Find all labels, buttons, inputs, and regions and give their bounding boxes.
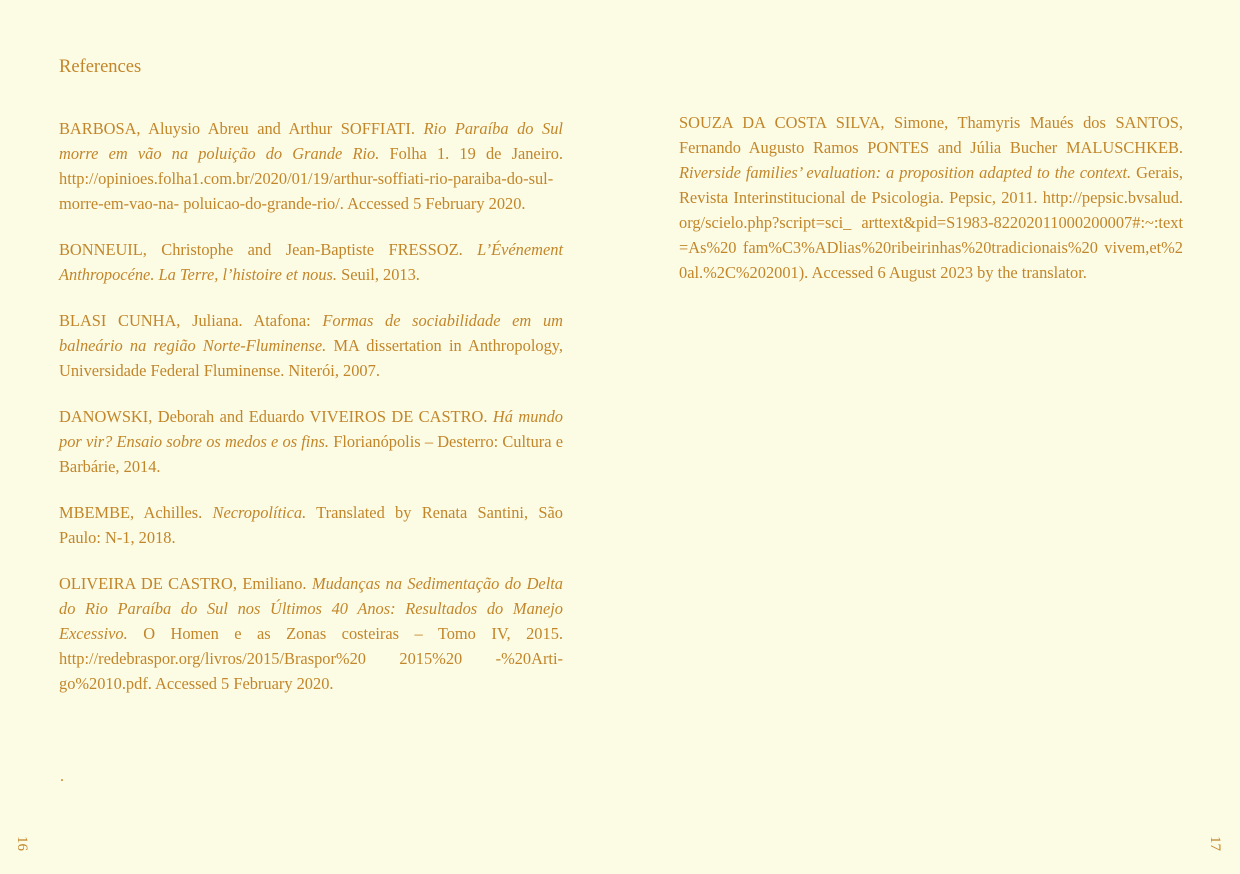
right-page: [620, 0, 1240, 874]
reference-author: OLIVEIRA DE CASTRO, Emiliano.: [59, 574, 307, 593]
reference-title: Há mundo por vir? Ensaio sobre os medos e os fins.: [59, 407, 563, 451]
page-number-left: 16: [14, 836, 30, 851]
reference-details: Seuil, 2013.: [341, 265, 420, 284]
reference-title: Formas de sociabilidade em um balneário na região Norte-Fluminense.: [59, 311, 563, 355]
reference-author: DANOWSKI, Deborah and Eduardo VIVEIROS DE CASTRO.: [59, 407, 488, 426]
reference-entry: [59, 237, 563, 287]
reference-details: Translated by Renata Santini, São Paulo: N-1, 2018.: [59, 503, 563, 547]
reference-title: Rio Paraíba do Sul morre em vão na poluição do Grande Rio.: [59, 119, 563, 163]
reference-author: MBEMBE, Achilles.: [59, 503, 203, 522]
reference-details: Folha 1. 19 de Janeiro. http://opinioes.folha1.com.br/2020/01/19/arthur-soffiati-rio-paraiba-do-sul-morre-em-vao-na- poluicao-do-grande-rio/. Accessed 5 February 2020.: [59, 144, 564, 213]
reference-title: Riverside families’ evaluation: a proposition adapted to the context.: [679, 163, 1132, 182]
left-reference-list: [59, 116, 563, 717]
references-heading: References: [59, 57, 142, 77]
trailing-dot: .: [60, 768, 64, 785]
reference-entry: [59, 404, 563, 479]
reference-entry: [59, 308, 563, 383]
reference-entry: [679, 110, 1183, 285]
reference-details: Gerais, Revista Interinstitucional de Psicologia. Pepsic, 2011. http://pepsic.bvsalud.org/scielo.php?script=sci_ arttext&pid=S1983-82202011000200007#:~:text=As%20 fam%C3%ADlias%20ribeirinhas%20tradicionais%20 vivem,et%20al.%2C%202001). Accessed 6 August 2023 by the translator.: [679, 163, 1183, 282]
reference-author: BLASI CUNHA, Juliana. Atafona:: [59, 311, 311, 330]
reference-details: Florianópolis – Desterro: Cultura e Barbárie, 2014.: [59, 432, 563, 476]
reference-entry: [59, 571, 563, 696]
reference-author: BONNEUIL, Christophe and Jean-Baptiste FRESSOZ.: [59, 240, 463, 259]
reference-entry: [59, 500, 563, 550]
right-reference-list: [679, 110, 1183, 306]
reference-title: L’Événement Anthropocéne. La Terre, l’histoire et nous.: [59, 240, 563, 284]
reference-entry: [59, 116, 563, 216]
reference-author: SOUZA DA COSTA SILVA, Simone, Thamyris Maués dos SANTOS, Fernando Augusto Ramos PONTES and Júlia Bucher MALUSCHKEB.: [679, 113, 1183, 157]
reference-details: O Homen e as Zonas costeiras – Tomo IV, 2015. http://redebraspor.org/livros/2015/Braspor%20 2015%20 -%20Arti- go%2010.pdf. Accessed 5 February 2020.: [59, 624, 563, 693]
reference-title: Necropolítica.: [212, 503, 307, 522]
reference-title: Mudanças na Sedimentação do Delta do Rio Paraíba do Sul nos Últimos 40 Anos: Resultados do Manejo Excessivo.: [59, 574, 563, 643]
page-number-right: 17: [1207, 836, 1223, 851]
reference-details: MA dissertation in Anthropology, Universidade Federal Fluminense. Niterói, 2007.: [59, 336, 563, 380]
reference-author: BARBOSA, Aluysio Abreu and Arthur SOFFIATI.: [59, 119, 415, 138]
